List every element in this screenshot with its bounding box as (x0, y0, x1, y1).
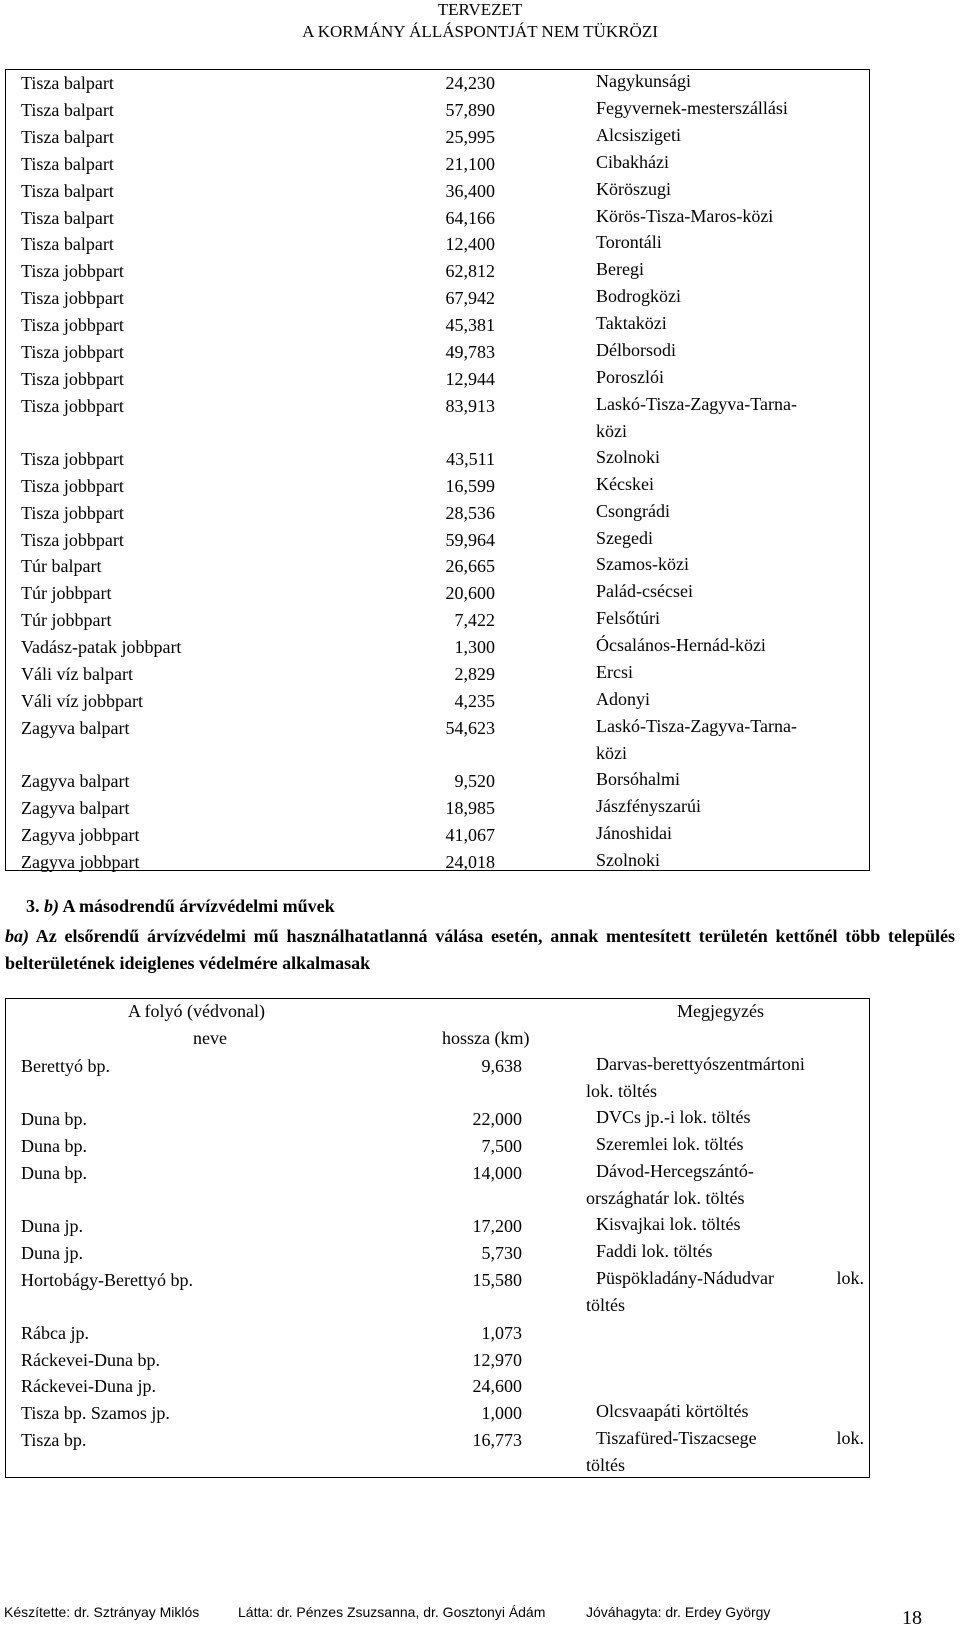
levee-name-cell: Ráckevei-Duna jp. (21, 1376, 156, 1397)
levee-name-cell: Tisza balpart (21, 153, 114, 174)
note-line: Csongrádi (596, 500, 670, 521)
levee-name-cell: Túr jobbpart (21, 610, 112, 631)
table-row (6, 339, 869, 366)
table-row (6, 178, 869, 205)
table-row (6, 285, 869, 312)
levee-name-cell: Tisza balpart (21, 73, 114, 93)
note-line: Köröszugi (596, 178, 671, 199)
footer-approver: Jóváhagyta: dr. Erdey György (586, 1604, 771, 1620)
col-header-note: Megjegyzés (677, 1001, 764, 1021)
note-line: Szolnoki (596, 849, 661, 870)
note-cell (596, 256, 866, 283)
note-line: Laskó-Tisza-Zagyva-Tarna- (596, 715, 797, 736)
note-line: Darvas-berettyószentmártoni (596, 1054, 805, 1074)
note-cell (596, 820, 866, 847)
length-cell: 24,230 (445, 73, 495, 93)
note-cell (596, 122, 866, 149)
table-row (6, 473, 869, 500)
length-cell: 62,812 (445, 261, 495, 282)
note-cell (596, 471, 866, 498)
note-line: Borsóhalmi (596, 768, 680, 789)
length-cell: 15,580 (472, 1269, 522, 1290)
length-cell: 21,100 (445, 153, 495, 174)
levee-name-cell: Tisza balpart (21, 99, 114, 120)
table-row (6, 1213, 869, 1240)
levee-name-cell: Zagyva balpart (21, 797, 130, 818)
levee-name-cell: Tisza balpart (21, 126, 114, 147)
length-cell: 9,638 (481, 1056, 522, 1076)
note-line: Jászfényszarúi (596, 795, 701, 816)
table-row (6, 1320, 869, 1347)
note-cell (596, 605, 866, 632)
table-row (6, 124, 869, 151)
levee-name-cell: Tisza jobbpart (21, 368, 124, 389)
table-row (6, 258, 869, 285)
disclaimer: A KORMÁNY ÁLLÁSPONTJÁT NEM TÜKRÖZI (302, 22, 658, 41)
note-cell (596, 578, 866, 605)
table-row (6, 500, 869, 527)
note-cell (596, 337, 866, 364)
length-cell: 1,073 (481, 1322, 522, 1343)
table-row (6, 553, 869, 580)
length-cell: 5,730 (481, 1242, 522, 1263)
note-cell (596, 551, 866, 578)
levee-name-cell: Tisza bp. (21, 1430, 87, 1451)
length-cell: 24,600 (472, 1376, 522, 1397)
levee-name-cell: Zagyva balpart (21, 717, 130, 738)
note-line: Szeremlei lok. töltés (596, 1133, 744, 1154)
page-footer (0, 1601, 960, 1629)
note-line: Szamos-közi (596, 554, 689, 575)
col-header-length: hossza (km) (442, 1028, 530, 1048)
levee-name-cell: Tisza jobbpart (21, 502, 124, 523)
levee-name-cell: Duna bp. (21, 1162, 87, 1183)
levee-name-cell: Zagyva jobbpart (21, 851, 140, 872)
table-row (6, 1373, 869, 1400)
note-line: Délborsodi (596, 340, 676, 360)
length-cell: 25,995 (445, 126, 495, 147)
note-line: Felsőtúri (596, 608, 661, 629)
note-line: Olcsvaapáti körtöltés (596, 1401, 749, 1422)
table-row (6, 795, 869, 822)
note-line: Fegyvernek-mesterszállási (596, 97, 788, 118)
note-cell (586, 1158, 864, 1212)
levee-name-cell: Tisza balpart (21, 180, 114, 201)
levee-name-cell: Berettyó bp. (21, 1056, 110, 1076)
section-number: 3. (26, 896, 40, 916)
table-row (6, 527, 869, 554)
levee-name-cell: Duna jp. (21, 1215, 83, 1236)
note-line: Laskó-Tisza-Zagyva-Tarna- (596, 393, 797, 414)
length-cell: 16,599 (445, 475, 495, 496)
note-line: Kisvajkai lok. töltés (596, 1213, 741, 1234)
note-line-continued: országhatár lok. töltés (586, 1187, 745, 1208)
length-cell: 16,773 (472, 1430, 522, 1451)
levee-name-cell: Tisza jobbpart (21, 288, 124, 309)
note-line: Faddi lok. töltés (596, 1240, 713, 1261)
section-title: A másodrendű árvízvédelmi művek (59, 896, 335, 916)
note-cell (596, 203, 866, 230)
length-cell: 12,400 (445, 234, 495, 255)
length-cell: 83,913 (445, 395, 495, 416)
note-cell (596, 176, 866, 203)
note-cell (596, 149, 866, 176)
table-row (6, 1160, 869, 1213)
note-cell (596, 632, 866, 659)
length-cell: 24,018 (445, 851, 495, 872)
length-cell: 12,944 (445, 368, 495, 389)
paragraph-text: Az elsőrendű árvízvédelmi mű használhatatlanná válása esetén, annak mentesített területén kettőnél több település belterületének ideiglenes védelmére alkalmasak (5, 926, 955, 973)
length-cell: 18,985 (445, 797, 495, 818)
levee-name-cell: Rábca jp. (21, 1322, 89, 1343)
levee-name-cell: Vadász-patak jobbpart (21, 637, 182, 658)
note-cell (586, 1425, 864, 1479)
note-line: Adonyi (596, 688, 650, 709)
note-line: Püspökladány-Nádudvar lok. (596, 1267, 864, 1288)
table-row (6, 97, 869, 124)
note-line: Poroszlói (596, 366, 665, 387)
length-cell: 64,166 (445, 207, 495, 228)
note-cell (596, 1211, 864, 1238)
note-cell (596, 1238, 864, 1265)
table-row (6, 1427, 869, 1480)
note-line: Tiszafüred-Tiszacsege lok. (596, 1428, 864, 1449)
length-cell: 28,536 (445, 502, 495, 523)
note-cell (596, 713, 866, 767)
levee-name-cell: Tisza jobbpart (21, 395, 124, 416)
note-cell (596, 391, 866, 445)
table-row (6, 231, 869, 258)
col-header-name: neve (193, 1028, 227, 1048)
levee-name-cell: Váli víz balpart (21, 664, 133, 684)
length-cell: 54,623 (445, 717, 495, 738)
note-cell (596, 283, 866, 310)
length-cell: 22,000 (472, 1109, 522, 1129)
section-letter: b) (44, 896, 59, 916)
note-line: Szolnoki (596, 446, 661, 467)
note-line-continued: közi (596, 420, 627, 441)
levee-name-cell: Tisza jobbpart (21, 342, 124, 362)
length-cell: 49,783 (445, 342, 495, 362)
levee-table-2 (5, 998, 870, 1478)
note-line: Jánoshidai (596, 822, 672, 843)
note-cell (596, 659, 866, 686)
paragraph-label: ba) (5, 926, 29, 946)
table-row (6, 634, 869, 661)
table-row (6, 312, 869, 339)
note-line: Palád-csécsei (596, 581, 693, 602)
table-row (6, 1347, 869, 1374)
length-cell: 41,067 (445, 824, 495, 845)
note-cell (596, 444, 866, 471)
note-cell (596, 1104, 864, 1131)
levee-name-cell: Hortobágy-Berettyó bp. (21, 1269, 193, 1290)
table-row (6, 607, 869, 634)
note-cell (596, 847, 866, 874)
levee-name-cell: Váli víz jobbpart (21, 690, 143, 711)
note-line: Cibakházi (596, 151, 669, 172)
table-row (6, 1053, 869, 1106)
note-cell (586, 1051, 864, 1105)
length-cell: 17,200 (472, 1215, 522, 1236)
table-row (6, 715, 869, 768)
length-cell: 1,000 (481, 1403, 522, 1424)
note-line-continued: közi (596, 742, 627, 763)
levee-name-cell: Tisza jobbpart (21, 315, 124, 336)
table-row (6, 1133, 869, 1160)
length-cell: 4,235 (454, 690, 495, 711)
note-cell (596, 525, 866, 552)
length-cell: 57,890 (445, 99, 495, 120)
note-cell (596, 95, 866, 122)
levee-name-cell: Túr balpart (21, 556, 102, 577)
length-cell: 7,500 (481, 1135, 522, 1156)
note-cell (596, 766, 866, 793)
length-cell: 9,520 (454, 770, 495, 791)
levee-name-cell: Túr jobbpart (21, 583, 112, 604)
length-cell: 7,422 (454, 610, 495, 631)
note-line: Bodrogközi (596, 286, 681, 307)
length-cell: 67,942 (445, 288, 495, 309)
table-row (6, 849, 869, 876)
note-line-continued: töltés (586, 1294, 625, 1315)
note-line: Körös-Tisza-Maros-közi (596, 205, 774, 226)
levee-name-cell: Tisza jobbpart (21, 448, 124, 469)
note-line-continued: töltés (586, 1455, 625, 1476)
length-cell: 20,600 (445, 583, 495, 604)
length-cell: 45,381 (445, 315, 495, 336)
note-cell (596, 310, 866, 337)
note-line: Kécskei (596, 473, 654, 494)
levee-name-cell: Tisza bp. Szamos jp. (21, 1403, 170, 1424)
table-row (6, 688, 869, 715)
levee-table-1 (5, 69, 870, 871)
note-line: Taktaközi (596, 313, 667, 334)
levee-name-cell: Ráckevei-Duna bp. (21, 1349, 160, 1370)
table-row (6, 1400, 869, 1427)
note-cell (596, 68, 866, 95)
note-line: Beregi (596, 259, 644, 280)
note-cell (586, 1265, 864, 1319)
note-line: Dávod-Hercegszántó- (596, 1160, 754, 1181)
levee-name-cell: Duna bp. (21, 1135, 87, 1156)
levee-name-cell: Tisza jobbpart (21, 475, 124, 496)
levee-name-cell: Tisza jobbpart (21, 529, 124, 550)
note-cell (596, 1131, 864, 1158)
length-cell: 36,400 (445, 180, 495, 201)
note-cell (596, 364, 866, 391)
note-cell (596, 498, 866, 525)
table-row (6, 393, 869, 446)
note-cell (596, 686, 866, 713)
length-cell: 26,665 (445, 556, 495, 577)
page-number: 18 (902, 1607, 922, 1629)
note-cell (596, 1398, 864, 1425)
table-row (6, 446, 869, 473)
length-cell: 2,829 (454, 664, 495, 684)
note-line-continued: lok. töltés (586, 1081, 657, 1101)
length-cell: 43,511 (446, 448, 495, 469)
levee-name-cell: Duna jp. (21, 1242, 83, 1263)
note-cell (596, 793, 866, 820)
note-cell (596, 229, 866, 256)
table-row (6, 580, 869, 607)
table-row (6, 205, 869, 232)
footer-reviewers: Látta: dr. Pénzes Zsuzsanna, dr. Gosztonyi Ádám (238, 1604, 546, 1620)
table-row (6, 1106, 869, 1133)
levee-name-cell: Duna bp. (21, 1109, 87, 1129)
note-line: Ercsi (596, 662, 633, 682)
table-row (6, 822, 869, 849)
section-paragraph (5, 923, 955, 977)
length-cell: 59,964 (445, 529, 495, 550)
table-row (6, 768, 869, 795)
note-line: Szegedi (596, 527, 653, 548)
note-line: DVCs jp.-i lok. töltés (596, 1107, 751, 1127)
note-line: Alcsiszigeti (596, 124, 681, 145)
length-cell: 1,300 (454, 637, 495, 658)
footer-author: Készítette: dr. Sztrányay Miklós (4, 1604, 200, 1620)
length-cell: 12,970 (472, 1349, 522, 1370)
levee-name-cell: Tisza balpart (21, 207, 114, 228)
note-line: Torontáli (596, 232, 662, 253)
length-cell: 14,000 (472, 1162, 522, 1183)
levee-name-cell: Tisza balpart (21, 234, 114, 255)
note-line: Ócsalános-Hernád-közi (596, 635, 766, 656)
note-line: Nagykunsági (596, 71, 691, 91)
table-row (6, 1267, 869, 1320)
section-heading (26, 896, 335, 917)
table-row (6, 1240, 869, 1267)
levee-name-cell: Zagyva balpart (21, 770, 130, 791)
table-row (6, 70, 869, 97)
levee-name-cell: Zagyva jobbpart (21, 824, 140, 845)
table-row (6, 661, 869, 688)
table-row (6, 151, 869, 178)
col-header-river: A folyó (védvonal) (128, 1001, 265, 1021)
table-row (6, 366, 869, 393)
draft-label: TERVEZET (437, 0, 523, 19)
levee-name-cell: Tisza jobbpart (21, 261, 124, 282)
